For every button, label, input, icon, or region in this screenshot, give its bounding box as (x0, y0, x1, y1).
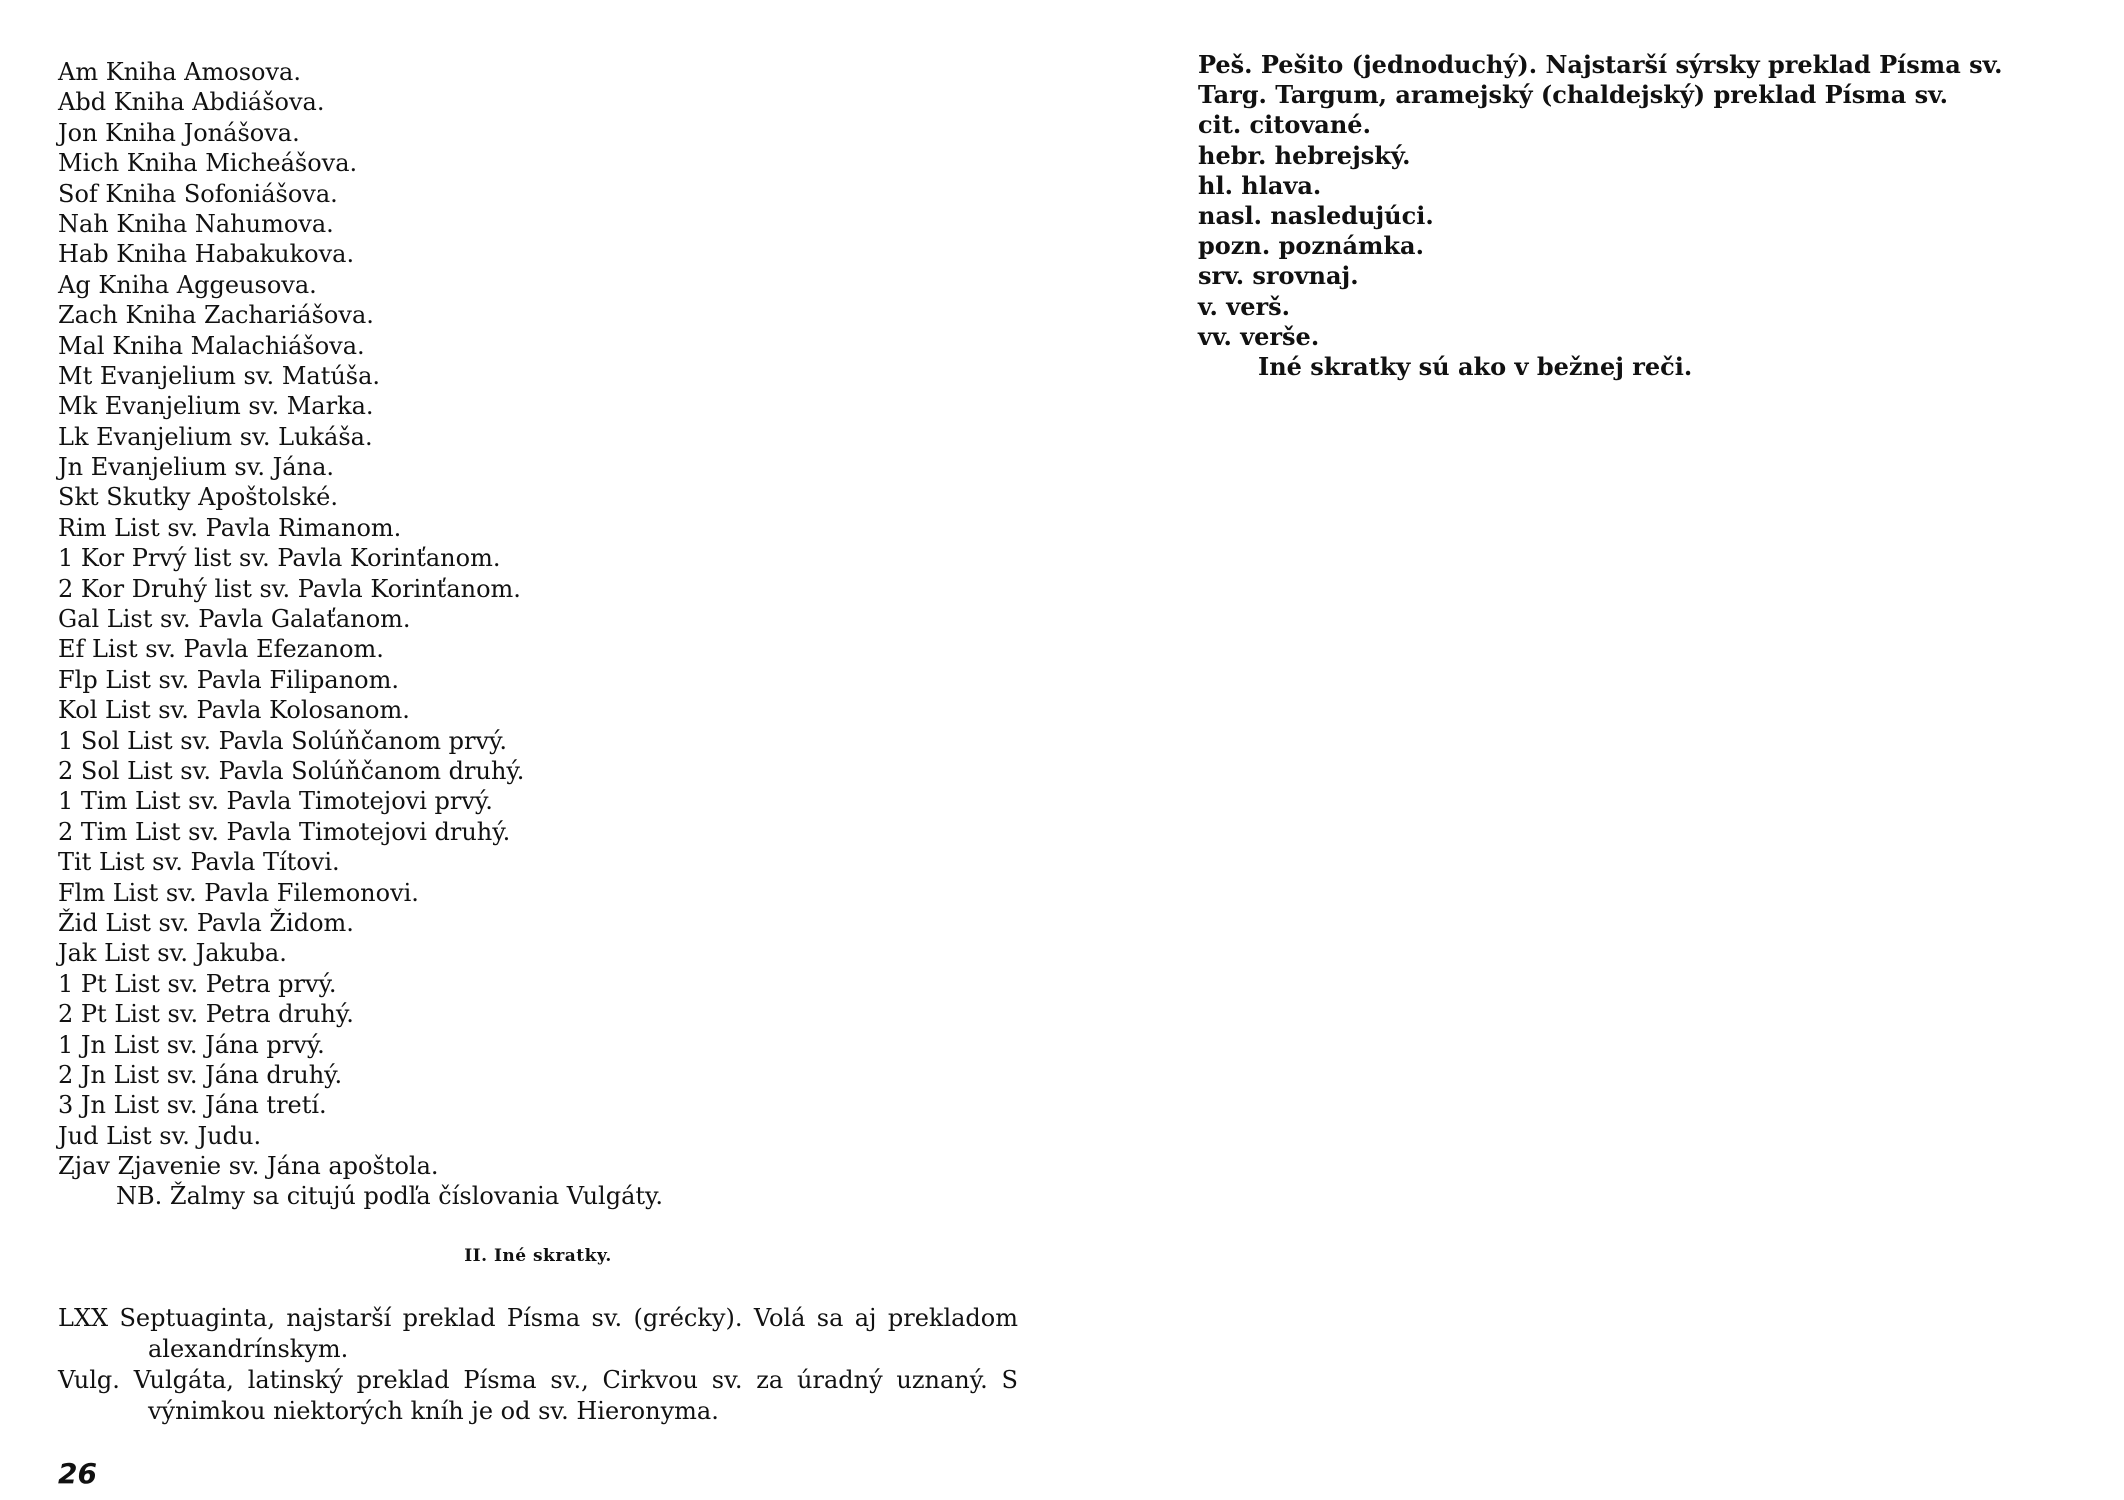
abbreviation-entry: Skt Skutky Apoštolské. (58, 483, 338, 512)
abbreviation-entry: 3 Jn List sv. Jána tretí. (58, 1091, 327, 1120)
abbreviation-entry: srv. srovnaj. (1198, 261, 1359, 291)
abbreviation-entry: cit. citované. (1198, 110, 1371, 140)
abbreviation-entry: Nah Kniha Nahumova. (58, 209, 334, 238)
abbreviation-entry: 1 Jn List sv. Jána prvý. (58, 1030, 325, 1059)
abbreviation-entry: Zach Kniha Zachariášova. (58, 301, 374, 330)
abbreviation-entry: 2 Kor Druhý list sv. Pavla Korinťanom. (58, 574, 521, 603)
abbreviation-entry: 1 Tim List sv. Pavla Timotejovi prvý. (58, 787, 493, 816)
abbreviation-entry: Jon Kniha Jonášova. (58, 118, 300, 147)
abbreviation-entry: Ef List sv. Pavla Efezanom. (58, 635, 384, 664)
abbreviation-entry: Hab Kniha Habakukova. (58, 240, 355, 269)
abbreviation-entry: Jn Evanjelium sv. Jána. (58, 453, 334, 482)
biblical-abbreviation-list (58, 57, 663, 1212)
abbreviation-entry: hebr. hebrejský. (1198, 140, 1411, 170)
abbreviation-entry: 2 Jn List sv. Jána druhý. (58, 1060, 343, 1089)
general-abbreviation-list (1198, 50, 2003, 382)
abbreviation-entry: pozn. poznámka. (1198, 231, 1424, 261)
abbreviation-entry: Žid List sv. Pavla Židom. (58, 908, 354, 937)
abbreviation-entry: Ag Kniha Aggeusova. (58, 270, 317, 299)
abbreviation-entry: Tit List sv. Pavla Títovi. (58, 848, 340, 877)
abbreviation-entry: Jak List sv. Jakuba. (58, 939, 287, 968)
other-abbreviation-entry: LXX Septuaginta, najstarší preklad Písma sv. (grécky). Volá sa aj prekladom alexandrínskym. (58, 1304, 1018, 1363)
abbreviation-entry: 1 Pt List sv. Petra prvý. (58, 969, 337, 998)
abbreviation-entry: 1 Sol List sv. Pavla Solúňčanom prvý. (58, 726, 508, 755)
abbreviation-entry: hl. hlava. (1198, 170, 1322, 200)
page-number: 26 (58, 1457, 97, 1490)
psalms-note: NB. Žalmy sa citujú podľa číslovania Vulgáty. (116, 1182, 664, 1211)
abbreviation-entry: nasl. nasledujúci. (1198, 200, 1434, 230)
section-heading: II. Iné skratky. (464, 1246, 612, 1266)
abbreviation-entry: vv. verše. (1198, 321, 1320, 351)
abbreviation-entry: Am Kniha Amosova. (58, 58, 301, 86)
abbreviation-entry: v. verš. (1198, 291, 1290, 321)
abbreviation-entry: Flm List sv. Pavla Filemonovi. (58, 878, 419, 907)
abbreviation-entry: Jud List sv. Judu. (58, 1121, 262, 1150)
abbreviation-entry: Lk Evanjelium sv. Lukáša. (58, 422, 373, 451)
abbreviation-entry: Rim List sv. Pavla Rimanom. (58, 513, 402, 542)
other-abbreviation-list (58, 1303, 1018, 1427)
abbreviation-entry: Mich Kniha Micheášova. (58, 149, 358, 178)
abbreviation-entry: Sof Kniha Sofoniášova. (58, 179, 338, 208)
abbreviation-entry: Mt Evanjelium sv. Matúša. (58, 361, 381, 390)
abbreviation-entry: Flp List sv. Pavla Filipanom. (58, 665, 400, 694)
abbreviation-entry: 2 Sol List sv. Pavla Solúňčanom druhý. (58, 756, 525, 785)
abbreviation-entry: Targ. Targum, aramejský (chaldejský) preklad Písma sv. (1198, 80, 1948, 110)
other-abbreviation-entry: Vulg. Vulgáta, latinský preklad Písma sv., Cirkvou sv. za úradný uznaný. S výnimkou niektorých kníh je od sv. Hieronyma. (58, 1366, 1018, 1425)
abbreviation-entry: Peš. Pešito (jednoduchý). Najstarší sýrsky preklad Písma sv. (1198, 50, 2003, 79)
abbreviation-entry: Zjav Zjavenie sv. Jána apoštola. (58, 1152, 439, 1181)
abbreviation-entry: Mk Evanjelium sv. Marka. (58, 392, 374, 421)
abbreviation-entry: Kol List sv. Pavla Kolosanom. (58, 696, 410, 725)
abbreviation-entry: 2 Tim List sv. Pavla Timotejovi druhý. (58, 817, 511, 846)
closing-note: Iné skratky sú ako v bežnej reči. (1258, 351, 1693, 381)
abbreviation-entry: 1 Kor Prvý list sv. Pavla Korinťanom. (58, 544, 501, 573)
abbreviation-entry: Gal List sv. Pavla Galaťanom. (58, 605, 411, 634)
abbreviation-entry: 2 Pt List sv. Petra druhý. (58, 1000, 354, 1029)
abbreviation-entry: Mal Kniha Malachiášova. (58, 331, 365, 360)
abbreviation-entry: Abd Kniha Abdiášova. (58, 88, 325, 117)
